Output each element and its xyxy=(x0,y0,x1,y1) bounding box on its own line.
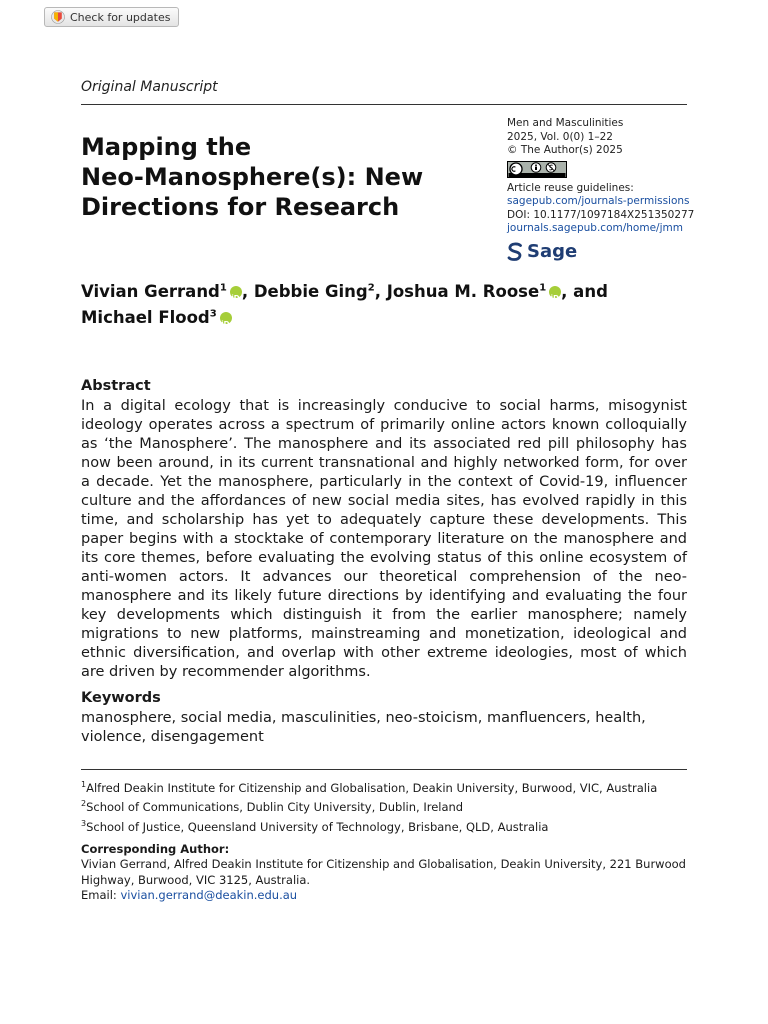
author-separator: , and xyxy=(561,281,608,301)
author-separator: , xyxy=(241,281,254,301)
affiliation-marker: 3 xyxy=(81,818,87,828)
doi-text: DOI: 10.1177/1097184X251350277 xyxy=(507,208,695,221)
affiliation-text: School of Communications, Dublin City University, Dublin, Ireland xyxy=(86,800,464,815)
reuse-guidelines-label: Article reuse guidelines: xyxy=(507,181,634,194)
check-for-updates-label: Check for updates xyxy=(70,10,171,24)
crossmark-icon xyxy=(51,10,65,24)
author-separator: , xyxy=(374,281,387,301)
journal-volume: 2025, Vol. 0(0) 1–22 xyxy=(507,130,613,143)
abstract-heading: Abstract xyxy=(81,378,151,394)
author-name: Michael Flood xyxy=(81,308,210,327)
title-line: Neo-Manosphere(s): New xyxy=(81,163,424,191)
email-link[interactable]: vivian.gerrand@deakin.edu.au xyxy=(120,888,298,902)
affiliation-marker: 1 xyxy=(81,780,87,789)
title-line: Mapping the xyxy=(81,133,252,161)
cc-by-nc-license-icon[interactable] xyxy=(507,161,567,178)
title-line: Directions for Research xyxy=(81,193,400,221)
publisher-name: Sage xyxy=(527,240,578,262)
article-title xyxy=(81,132,481,222)
keywords-heading: Keywords xyxy=(81,690,161,706)
author-affiliation-marker: 1 xyxy=(539,282,547,293)
author-name: Debbie Ging xyxy=(253,281,368,301)
abstract-text: In a digital ecology that is increasingly conducive to social harms, misogynist ideology operates across a spectrum of primarily online actors known colloquially as ‘the Manosphere’. The manosphere and its associated red pill philosophy has now been around, in its current transnational and highly networked form, for over a decade. Yet the manosphere, particularly in the context of Covid-19, influencer culture and the affordances of new social media sites, has evolved rapidly in this time, and scholarship has yet to adequately capture these developments. This paper begins with a stocktake of contemporary literature on the manosphere and its core themes, before evaluating the evolving status of this online ecosystem of anti-women actors. It advances our theoretical comprehension of the neo-manosphere and its likely future directions by identifying and evaluating the four key developments which distinguish it from the earlier manosphere; namely migrations to new platforms, mainstreaming and monetization, ideological and ethnic diversification, and overlap with other extreme ideologies, most of which are driven by recommender algorithms. xyxy=(81,398,687,680)
header-divider xyxy=(81,104,687,105)
orcid-icon[interactable] xyxy=(230,286,242,298)
affiliation-text: School of Justice, Queensland University of Technology, Brisbane, QLD, Australia xyxy=(86,819,549,834)
check-for-updates-button[interactable] xyxy=(44,7,179,27)
article-type-label: Original Manuscript xyxy=(81,79,218,95)
corresponding-author-heading: Corresponding Author: xyxy=(81,842,230,856)
affiliation-list xyxy=(81,777,687,835)
journal-name: Men and Masculinities xyxy=(507,117,624,129)
author-affiliation-marker: 1 xyxy=(219,282,227,293)
affiliation-text: Alfred Deakin Institute for Citizenship and Globalisation, Deakin University, Burwood, VIC, Australia xyxy=(86,780,658,795)
permissions-link[interactable]: sagepub.com/journals-permissions xyxy=(507,195,690,207)
affiliation-item xyxy=(81,816,687,835)
journal-home-link[interactable]: journals.sagepub.com/home/jmm xyxy=(507,222,683,234)
corresponding-author-details xyxy=(81,857,687,904)
author xyxy=(387,282,608,301)
affiliation-item xyxy=(81,796,687,815)
corresponding-author-address: Vivian Gerrand, Alfred Deakin Institute for Citizenship and Globalisation, Deakin University, 221 Burwood Highway, Burwood, VIC 3125, Australia. xyxy=(81,857,686,887)
sage-s-icon xyxy=(507,242,523,262)
journal-copyright: © The Author(s) 2025 xyxy=(507,144,623,156)
affiliation-item xyxy=(81,777,687,796)
author xyxy=(254,282,387,301)
sage-logo xyxy=(507,242,707,262)
author-name: Vivian Gerrand xyxy=(81,281,220,301)
author-name: Joshua M. Roose xyxy=(386,281,540,301)
author-list xyxy=(81,276,681,329)
orcid-icon[interactable] xyxy=(549,286,561,298)
email-label: Email: xyxy=(81,888,117,902)
keywords-text: manosphere, social media, masculinities, neo-stoicism, manfluencers, health, violence, disengagement xyxy=(81,710,646,745)
journal-info xyxy=(507,117,707,262)
author-affiliation-marker: 3 xyxy=(209,308,217,320)
orcid-icon[interactable] xyxy=(220,312,232,324)
author xyxy=(81,282,254,301)
footnote-divider xyxy=(81,769,687,770)
author xyxy=(81,308,232,327)
affiliation-marker: 2 xyxy=(81,799,87,809)
author-affiliation-marker: 2 xyxy=(367,282,375,293)
